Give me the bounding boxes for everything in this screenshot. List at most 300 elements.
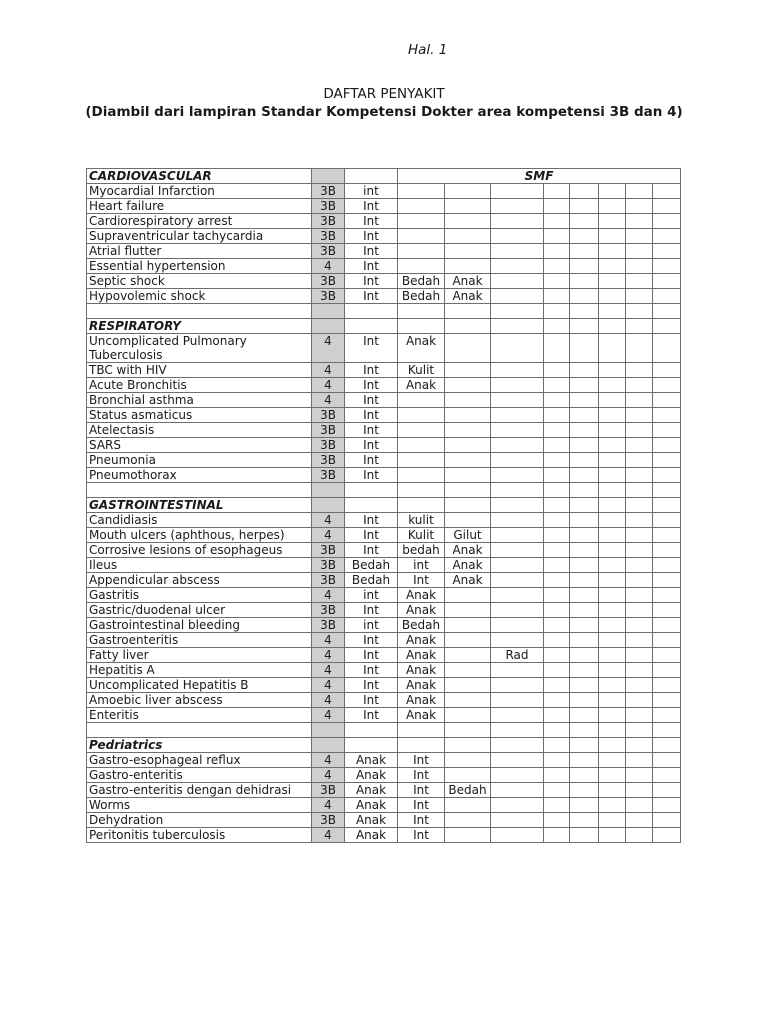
disease-row [87,244,681,259]
competency-level: 3B [312,603,345,618]
smf-cell [491,573,544,588]
smf-cell [599,363,626,378]
document-title [0,86,768,121]
smf-cell [544,438,570,453]
smf-cell: Int [345,408,398,423]
smf-cell: Int [345,543,398,558]
smf-cell [544,783,570,798]
smf-cell: Gilut [445,528,491,543]
spacer-row [87,304,681,319]
smf-cell [570,423,599,438]
competency-level: 3B [312,214,345,229]
smf-cell [599,693,626,708]
smf-cell [626,244,653,259]
empty-cell [87,304,312,319]
smf-cell [653,289,681,304]
disease-row [87,663,681,678]
smf-cell [626,513,653,528]
smf-cell [626,603,653,618]
smf-cell [626,648,653,663]
smf-cell [653,334,681,363]
smf-cell [653,798,681,813]
smf-cell [570,199,599,214]
disease-row [87,468,681,483]
smf-cell [491,813,544,828]
competency-level: 4 [312,633,345,648]
smf-cell [445,708,491,723]
disease-row [87,783,681,798]
smf-cell [491,498,544,513]
smf-cell [653,468,681,483]
smf-cell [445,468,491,483]
smf-cell [544,738,570,753]
smf-cell [653,274,681,289]
smf-cell [570,573,599,588]
smf-cell [599,214,626,229]
smf-cell [544,558,570,573]
smf-cell [626,543,653,558]
smf-cell: Anak [398,588,445,603]
disease-name: Enteritis [87,708,312,723]
smf-cell [491,528,544,543]
disease-row [87,678,681,693]
smf-cell [445,798,491,813]
disease-name: Gastro-enteritis [87,768,312,783]
disease-name: SARS [87,438,312,453]
smf-cell: Bedah [345,558,398,573]
disease-name: Bronchial asthma [87,393,312,408]
smf-cell [445,753,491,768]
smf-cell [570,274,599,289]
smf-cell [653,438,681,453]
smf-cell [570,229,599,244]
disease-name: Fatty liver [87,648,312,663]
smf-cell: Int [345,274,398,289]
smf-cell [445,259,491,274]
smf-cell [599,408,626,423]
disease-row [87,543,681,558]
smf-cell: Int [345,214,398,229]
smf-cell [398,244,445,259]
disease-name: Worms [87,798,312,813]
smf-cell [544,708,570,723]
smf-cell [544,498,570,513]
smf-cell [570,244,599,259]
smf-cell: Anak [398,663,445,678]
smf-cell: Anak [398,648,445,663]
smf-header: SMF [398,169,681,184]
smf-cell [570,633,599,648]
disease-row [87,588,681,603]
spacer-row [87,483,681,498]
smf-cell: Int [398,573,445,588]
competency-level: 3B [312,289,345,304]
smf-cell [491,289,544,304]
smf-cell [398,468,445,483]
smf-cell [599,603,626,618]
competency-level: 3B [312,468,345,483]
smf-cell [599,738,626,753]
smf-cell [653,393,681,408]
smf-cell [445,244,491,259]
smf-cell [491,304,544,319]
smf-cell: Bedah [345,573,398,588]
smf-cell [544,768,570,783]
smf-cell [544,798,570,813]
competency-level: 4 [312,259,345,274]
smf-cell [570,214,599,229]
smf-cell [626,633,653,648]
smf-cell [570,723,599,738]
disease-row [87,648,681,663]
smf-cell [445,618,491,633]
smf-cell [653,603,681,618]
smf-cell: Int [345,513,398,528]
competency-level: 4 [312,828,345,843]
smf-cell [599,184,626,199]
smf-cell [653,618,681,633]
disease-name: Atelectasis [87,423,312,438]
disease-row [87,334,681,363]
disease-row [87,768,681,783]
smf-cell: Bedah [398,289,445,304]
disease-row [87,199,681,214]
smf-cell: int [345,588,398,603]
smf-cell [626,813,653,828]
smf-cell [544,378,570,393]
smf-cell [544,693,570,708]
smf-cell [445,393,491,408]
smf-cell: Int [345,633,398,648]
smf-cell [445,738,491,753]
smf-cell [491,768,544,783]
smf-cell [445,813,491,828]
smf-cell [544,678,570,693]
smf-cell [653,633,681,648]
title-line-1: DAFTAR PENYAKIT [323,86,445,102]
disease-name: Supraventricular tachycardia [87,229,312,244]
smf-cell [445,723,491,738]
disease-name: Pneumonia [87,453,312,468]
disease-row [87,693,681,708]
disease-name: Gastro-esophageal reflux [87,753,312,768]
smf-cell [653,768,681,783]
disease-row [87,798,681,813]
smf-cell [491,723,544,738]
smf-cell [544,289,570,304]
disease-name: Acute Bronchitis [87,378,312,393]
smf-cell [626,783,653,798]
disease-row [87,813,681,828]
smf-cell [398,214,445,229]
smf-cell [570,753,599,768]
smf-cell: Int [398,828,445,843]
smf-cell: kulit [398,513,445,528]
smf-cell [570,483,599,498]
smf-cell: int [398,558,445,573]
smf-cell [445,633,491,648]
smf-cell [599,783,626,798]
disease-name: Mouth ulcers (aphthous, herpes) [87,528,312,543]
smf-cell [599,468,626,483]
smf-cell: Anak [398,678,445,693]
smf-cell [491,783,544,798]
smf-cell [491,408,544,423]
smf-cell [599,378,626,393]
smf-cell [544,648,570,663]
smf-cell [445,648,491,663]
smf-cell [544,363,570,378]
disease-row [87,513,681,528]
section-header-row [87,498,681,513]
smf-cell: Int [345,423,398,438]
smf-cell [398,319,445,334]
smf-cell [544,828,570,843]
smf-cell: Int [345,438,398,453]
smf-cell: Int [398,813,445,828]
competency-level: 3B [312,543,345,558]
smf-cell [445,378,491,393]
smf-cell [570,468,599,483]
smf-cell: Int [398,798,445,813]
empty-cell [87,723,312,738]
smf-cell [599,753,626,768]
smf-cell [570,334,599,363]
smf-cell [626,678,653,693]
smf-cell [599,274,626,289]
smf-cell [491,214,544,229]
smf-cell [653,498,681,513]
smf-cell [570,768,599,783]
smf-cell [599,393,626,408]
disease-row [87,259,681,274]
disease-name: Hepatitis A [87,663,312,678]
smf-cell [345,738,398,753]
smf-cell [544,543,570,558]
competency-level: 4 [312,393,345,408]
disease-row [87,828,681,843]
smf-cell [599,663,626,678]
smf-cell [653,304,681,319]
smf-cell [544,244,570,259]
disease-name: Peritonitis tuberculosis [87,828,312,843]
smf-cell [626,319,653,334]
disease-name: Ileus [87,558,312,573]
smf-cell [653,693,681,708]
disease-row [87,229,681,244]
smf-cell [491,558,544,573]
smf-cell [626,438,653,453]
smf-cell [626,498,653,513]
smf-cell: Kulit [398,528,445,543]
smf-cell [570,708,599,723]
disease-row [87,438,681,453]
level-cell [312,498,345,513]
competency-level: 4 [312,798,345,813]
smf-cell [570,319,599,334]
smf-cell [653,723,681,738]
disease-name: Myocardial Infarction [87,184,312,199]
smf-cell [445,588,491,603]
smf-cell [653,738,681,753]
smf-cell [398,184,445,199]
smf-cell [445,199,491,214]
smf-cell [626,723,653,738]
smf-cell [445,513,491,528]
smf-cell [599,618,626,633]
smf-cell: Int [398,783,445,798]
smf-cell [599,438,626,453]
smf-cell [626,289,653,304]
smf-cell: Anak [445,543,491,558]
smf-cell [626,363,653,378]
smf-cell [626,453,653,468]
smf-cell [570,184,599,199]
smf-cell [599,304,626,319]
smf-cell [398,408,445,423]
smf-cell [570,498,599,513]
disease-row [87,184,681,199]
smf-cell [653,259,681,274]
smf-cell [570,259,599,274]
disease-row [87,528,681,543]
smf-cell [599,723,626,738]
disease-row [87,558,681,573]
section-title: CARDIOVASCULAR [87,169,312,184]
disease-name: Appendicular abscess [87,573,312,588]
competency-level: 3B [312,184,345,199]
competency-level: 3B [312,244,345,259]
smf-cell: Anak [398,334,445,363]
smf-cell: Int [345,393,398,408]
disease-name: Status asmaticus [87,408,312,423]
disease-name: TBC with HIV [87,363,312,378]
disease-row [87,393,681,408]
competency-level: 4 [312,768,345,783]
smf-cell [544,753,570,768]
smf-cell [398,229,445,244]
smf-cell [599,543,626,558]
smf-cell: Anak [445,558,491,573]
smf-cell [570,828,599,843]
disease-name: Gastrointestinal bleeding [87,618,312,633]
smf-cell [599,798,626,813]
smf-cell: Int [345,199,398,214]
smf-cell [599,319,626,334]
disease-name: Septic shock [87,274,312,289]
smf-cell [345,319,398,334]
smf-cell [491,693,544,708]
smf-cell: Anak [398,633,445,648]
smf-cell [626,708,653,723]
disease-name: Essential hypertension [87,259,312,274]
competency-level: 3B [312,813,345,828]
page-number: Hal. 1 [408,42,448,58]
smf-cell [570,453,599,468]
smf-cell: Anak [345,753,398,768]
smf-cell [445,663,491,678]
level-cell [312,169,345,184]
smf-cell: Bedah [445,783,491,798]
smf-cell [491,393,544,408]
smf-cell [626,693,653,708]
competency-level: 3B [312,618,345,633]
smf-cell [626,528,653,543]
smf-cell [570,618,599,633]
smf-cell [599,334,626,363]
competency-level: 4 [312,663,345,678]
smf-cell [626,588,653,603]
smf-cell [445,319,491,334]
smf-cell: Int [345,334,398,363]
smf-cell [544,199,570,214]
smf-cell [491,588,544,603]
smf-cell [544,184,570,199]
smf-cell [491,319,544,334]
disease-row [87,378,681,393]
smf-cell [570,558,599,573]
disease-name: Pneumothorax [87,468,312,483]
disease-name: Corrosive lesions of esophageus [87,543,312,558]
smf-cell [445,678,491,693]
smf-cell [626,618,653,633]
smf-cell [491,438,544,453]
smf-cell [544,723,570,738]
disease-name: Dehydration [87,813,312,828]
smf-cell [599,828,626,843]
smf-cell: Int [345,693,398,708]
smf-cell [398,483,445,498]
disease-name: Candidiasis [87,513,312,528]
section-title: RESPIRATORY [87,319,312,334]
empty-cell [87,483,312,498]
smf-cell [626,259,653,274]
smf-cell [653,483,681,498]
competency-level: 4 [312,708,345,723]
competency-level: 4 [312,378,345,393]
smf-cell [491,334,544,363]
smf-cell [544,453,570,468]
smf-cell [491,513,544,528]
smf-cell [491,618,544,633]
smf-cell [570,543,599,558]
smf-cell [653,828,681,843]
smf-cell [626,573,653,588]
smf-cell [544,319,570,334]
section-title: GASTROINTESTINAL [87,498,312,513]
smf-cell [570,393,599,408]
smf-cell [445,363,491,378]
disease-name: Amoebic liver abscess [87,693,312,708]
smf-cell: Int [345,244,398,259]
smf-cell: Int [345,229,398,244]
disease-name: Gastroenteritis [87,633,312,648]
smf-cell [544,214,570,229]
smf-cell [398,393,445,408]
smf-cell [345,169,398,184]
smf-cell [445,483,491,498]
competency-level: 3B [312,199,345,214]
smf-cell [544,573,570,588]
competency-level: 4 [312,588,345,603]
smf-cell [544,259,570,274]
smf-cell [653,708,681,723]
smf-cell [491,798,544,813]
disease-row [87,573,681,588]
smf-cell [544,304,570,319]
smf-cell: Anak [445,289,491,304]
smf-cell [653,573,681,588]
